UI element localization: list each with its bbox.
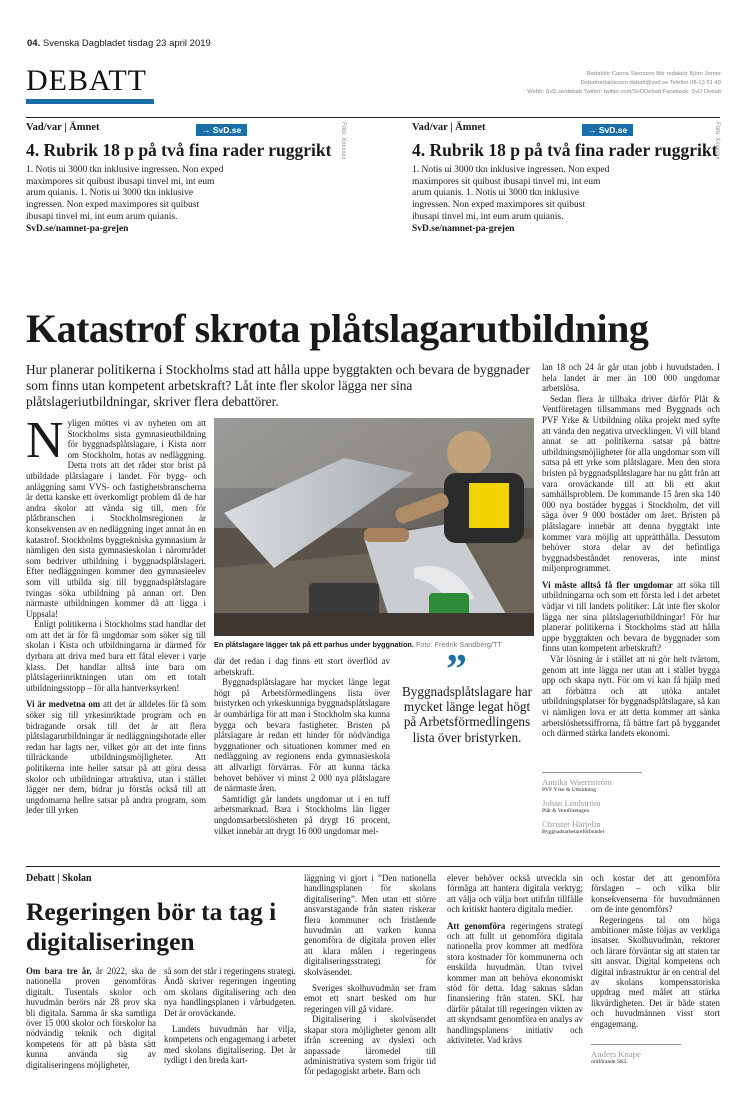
article2-column-5 <box>591 873 720 1038</box>
signature-rule <box>591 1044 681 1045</box>
quote-mark: ” <box>446 647 467 693</box>
teaser-rubrik: 4. Rubrik 18 p på två fina rader ruggrikt <box>26 140 332 160</box>
credits-line-2: Debattredaktionen debatt@svd.se Telefon 08-13 51 49 <box>580 80 721 86</box>
article-column-2 <box>214 656 390 860</box>
signature-rule <box>542 772 642 773</box>
paragraph: Samtidigt går landets ungdomar ut i en tuff arbetsmarknad. Bara i Stockholms län ligger ungdomsarbetslösheten på drygt 16 procent, vilket innebär att drygt 16 000 ungdomar mel- <box>214 793 390 836</box>
dropcap: N <box>26 418 64 469</box>
teaser-url[interactable]: SvD.se/namnet-pa-grejen <box>26 223 129 234</box>
photo-credit: Foto: Fredrik Sandberg/TT <box>415 640 502 649</box>
paragraph: Vi är medvetna om att det är alldeles för få som söker sig till yrkesinriktade program och en bidragande orsak till det är att flera plåtslagarutbildningar är nedläggningshotade eller redan har lagts ner, vilket gör att det inte finns tillräckande utbildningsmöjligheter. Att politikerna inte heller satsar på att göra dessa skolor och utbildningar attraktiva, utan i stället lägger ner dem, bidrar ju förstås också till att ungdomarna hellre satsar på andra program, som leder till yrken <box>26 699 206 816</box>
paragraph: Byggnadsplåtslagare har mycket länge legat högt på Arbetsförmedlingens lista över bristyrken och yrkeskunniga byggnadsplåtslagare är oumbärliga för att man i Stockholm ska kunna bygga och bevara fastigheter. Bristen på plåtslagare är redan ett hinder för nödvändiga byggnationer och situationen kommer med en nedläggning av regionens enda gymnasieskola att allvarligt förvärras. För att kunna täcka behovet behöver vi minst 2 000 nya plåtslagare de närmaste åren. <box>214 677 390 794</box>
article-photo <box>214 418 534 636</box>
signature-name: Anders Knape <box>591 1049 641 1059</box>
paragraph: Digitalisering i skolväsendet skapar stora möjligheter genom allt ifrån screening av dyslexi och anpassade läromedel till administrativa system som frigör tid för pedagogiskt arbete. Barn och <box>304 1014 436 1077</box>
teaser-link-tag[interactable]: → SvD.se <box>582 124 633 136</box>
teaser-photo-credit: Foto: Xxxxxxx <box>714 122 720 160</box>
page-folio <box>27 38 211 49</box>
paragraph: Landets huvudmän har vilja, kompetens och engagemang i arbetet med skolans digitalisering. Det är tydligt i den breda kart- <box>164 1024 296 1066</box>
teaser-1[interactable] <box>26 122 346 234</box>
folio-text: Svenska Dagbladet tisdag 23 april 2019 <box>42 38 211 49</box>
article2-column-4 <box>447 873 583 1078</box>
bottom-rule <box>26 866 720 867</box>
roofer-photo-illustration <box>214 418 534 636</box>
paragraph: och kostar det att genomföra förslagen – och vilka blir konsekvenserna för huvudmännen om de inte genomförs? <box>591 873 720 915</box>
credits-line-1: Redaktör Carina Stensson Bitr redaktör Björn Jorner <box>586 71 721 77</box>
paragraph: där det redan i dag finns ett stort överflöd av arbetskraft. <box>214 656 390 677</box>
credits-line-3: Webb: SvD.se/debatt Twitter: twitter.com/SvDDebatt Facebook: SvD Debatt <box>527 89 721 95</box>
article-headline: Katastrof skrota plåtslagarutbildning <box>26 306 649 351</box>
teaser-kicker: Vad/var | Ämnet <box>26 122 100 133</box>
signature-role: ordförande SKL <box>591 1059 628 1065</box>
teaser-notis: 1. Notis ui 3000 tkn inklusive ingressen. Non exped maximpores sit quibust ibusapi tinvel mi, int eum arum quianis. 1. Notis ui 3000 tkn inklusive ingressen. Non exped maximpores sit quibust ibusapi tinvel mi, int eum arum quianis. <box>412 165 610 222</box>
teaser-link-tag[interactable]: → SvD.se <box>196 124 247 136</box>
paragraph: läggning vi gjort i ”Den nationella handlingsplanen för skolans digitalisering”. Men utan ett större ansvarstagande från staten riskerar flera kommuner och fristående huvudmän att varken kunna genomföra de digitala proven eller att klara målen i regeringens digitaliseringsstrategi för skolväsendet. <box>304 873 436 977</box>
paragraph: Vi måste alltså få fler ungdomar att söka till utbildningarna och som ett första led i det arbetet vädjar vi till landets politiker: Låt inte fler skolor lägga ner sina plåtslageriutbildningar! För hur planerar politikerna i Stockholms stad att hålla uppe byggtakten och bevara de byggnader som finns utan kompetent arbetskraft? <box>542 579 720 654</box>
article2-column-2 <box>164 966 296 1078</box>
article-column-1 <box>26 418 206 858</box>
section-bar <box>26 99 154 104</box>
top-rule <box>26 117 720 118</box>
paragraph: Nyligen möttes vi av nyheten om att Stockholms sista gymnasieutbildning för byggnadsplåtslagare, i Kista norr om Stockholm, hotas av nedläggning. Detta trots att det råder stor brist på utbildade plåtslagare i landet. För bygg- och anläggning samt VVS- och fastighetsbranscherna är detta kanske ett överkomligt problem då de har andra skolor att vända sig till, men för plåtbranschen i Stockholmsregionen är konsekvensen av en nedläggning inget annat än en katastrof. Stockholms byggtekniska gymnasium är nämligen den sista gymnasieskolan i närområdet som bedriver utbildning i byggnadsplåtslageri. Efter nedläggningen kommer den gymnasieelev som vill utbilda sig till byggnadsplåtslagare tvingas söka utbildning på annan ort. Den närmaste utbildningen kommer då att ligga i Uppsala! <box>26 418 206 619</box>
paragraph: så som det står i regeringens strategi. Ändå skriver regeringen ingenting om skolans digitalisering och den nya handlingsplanen i vårbudgeten. Det är oroväckande. <box>164 966 296 1018</box>
teaser-url[interactable]: SvD.se/namnet-pa-grejen <box>412 223 515 234</box>
article-ingress: Hur planerar politikerna i Stockholms stad att hålla uppe byggtakten och bevara de byggnader som finns utan kompetent arbetskraft? Låt inte fler skolor lägga ner sina plåtslageriutbildningar, skriver flera debattörer. <box>26 362 530 409</box>
editorial-credits <box>391 70 721 97</box>
teaser-photo-credit: Foto: Xxxxxxx <box>340 122 346 160</box>
paragraph: Enligt politikerna i Stockholms stad handlar det om att det är för få ungdomar som söker sig till skolan i Kista och utbildningarna är därmed för dyrbara att driva med bara ett fåtal elever i varje klass. Det handlar alltså inte bara om plåtslageriinriktningen utan om ett totalt utbildningsstopp – för alla hantverksyrken! <box>26 619 206 693</box>
signatures <box>542 772 720 860</box>
paragraph: Sveriges skolhuvudmän ser fram emot ett snart besked om hur regeringen vill gå vidare. <box>304 983 436 1014</box>
article2-kicker: Debatt | Skolan <box>26 873 92 884</box>
paragraph: Vår lösning är i stället att ni gör helt tvärtom, genom att inte lägga ner utan att i stället bygga upp och skapa nytt. För om vi kan få hjälp med att förbättra och att utöka antalet utbildningsplatser för byggnadsplåtslagare, så kan vi nämligen lova er att detta kommer att sänka arbetslöshetssiffrorna, få bättre fart på byggandet och därmed stärka landets ekonomi. <box>542 654 720 739</box>
paragraph: lan 18 och 24 år går utan jobb i huvudstaden. I hela landet är mer än 100 000 ungdomar arbetslösa. <box>542 362 720 394</box>
pull-quote: Byggnadsplåtslagare har mycket länge legat högt på Arbetsförmedlingens lista över bristyrken. <box>401 684 532 745</box>
article2-headline: Regeringen bör ta tag i digitaliseringen <box>26 897 277 956</box>
paragraph: Sedan flera år tillbaka driver därför Plåt & Ventföretagen tillsammans med Byggnads och PVF Yrke & Utbildning olika projekt med syfte att vända den negativa utvecklingen. Vi vill bland annat se att politikerna satsar på bättre utbildningsmöjligheter för alla ungdomar som vill satsa på ett yrke som plåtslagare. Men den stora bristen på byggnadsplåtslagare har nu gått från att vara oroväckande till att bli ett akut samhällsproblem. De kommande 15 åren ska 140 000 nya bostäder byggas i Stockholm, det vill säga över 9 000 bostäder om året. Bristen på plåtslagare innebär att denna byggtakt inte kommer vara möjlig att upprätthålla. Dessutom behöver stora delar av det befintliga byggnadsbeståndet renoveras, inte minst miljonprogrammet. <box>542 393 720 574</box>
teaser-notis: 1. Notis ui 3000 tkn inklusive ingressen. Non exped maximpores sit quibust ibusapi tinvel mi, int eum arum quianis. 1. Notis ui 3000 tkn inklusive ingressen. Non exped maximpores sit quibust ibusapi tinvel mi, int eum arum quianis. <box>26 165 224 222</box>
article2-signature <box>591 1044 720 1065</box>
signature: Christer Härjelin Byggnadsarbetareförbundet <box>542 819 605 835</box>
teaser-kicker: Vad/var | Ämnet <box>412 122 486 133</box>
section-title: DEBATT <box>26 64 147 97</box>
teaser-2[interactable] <box>412 122 720 234</box>
page-number: 04. <box>27 38 41 49</box>
article-column-3 <box>542 362 720 764</box>
paragraph: elever behöver också utveckla sin förmåga att hantera digitala verktyg; att välja och välja bort utifrån tillfälle och kritiskt hantera digitala medier. <box>447 873 583 915</box>
photo-caption: En plåtslagare lägger tak på ett parhus under byggnation. Foto: Fredrik Sandberg/TT <box>214 640 502 649</box>
signature: Annika Waernström PVF Yrke & Utbildning <box>542 777 612 793</box>
paragraph: Regeringens tal om höga ambitioner måste följas av verkliga insatser. Skolhuvudmän, rektorer och lärare förväntar sig att staten tar sitt ansvar. Digital kompetens och digital infrastruktur är en central del av skolans kompensatoriska uppdrag med målet att stärka likvärdigheten. Det är både staten och huvudmännen visst stort engagemang. <box>591 914 720 1029</box>
paragraph: Om bara tre år, år 2022, ska de nationella proven genomföras digitalt. Tusentals skolor och huvudmän berörs när 28 prov ska bli digitala. Samma år ska samtliga över 15 000 skolor och förskolor ha nödvändig teknik och digital kompetens för att på bästa sätt kunna använda sig av digitaliseringens möjligheter, <box>26 966 156 1070</box>
article2-column-1 <box>26 966 156 1078</box>
signature: Johan Lindström Plåt & Ventföretagen <box>542 798 601 814</box>
paragraph: Att genomföra regeringens strategi och att fullt ut genomföra digitala nationella prov kommer att medföra stora kostnader för kommunerna och enskilda huvudmän. Utan tvivel kommer man att behöva ekonomiskt stöd för detta. Idag saknas sådan finansiering från staten. SKL har därför påtalat till regeringen vikten av att skyndsamt genomföra en analys av handlingsplanens initiativ och aktiviteter. Vad krävs <box>447 920 583 1046</box>
article2-column-3 <box>304 873 436 1078</box>
teaser-rubrik: 4. Rubrik 18 p på två fina rader ruggrikt <box>412 140 718 160</box>
